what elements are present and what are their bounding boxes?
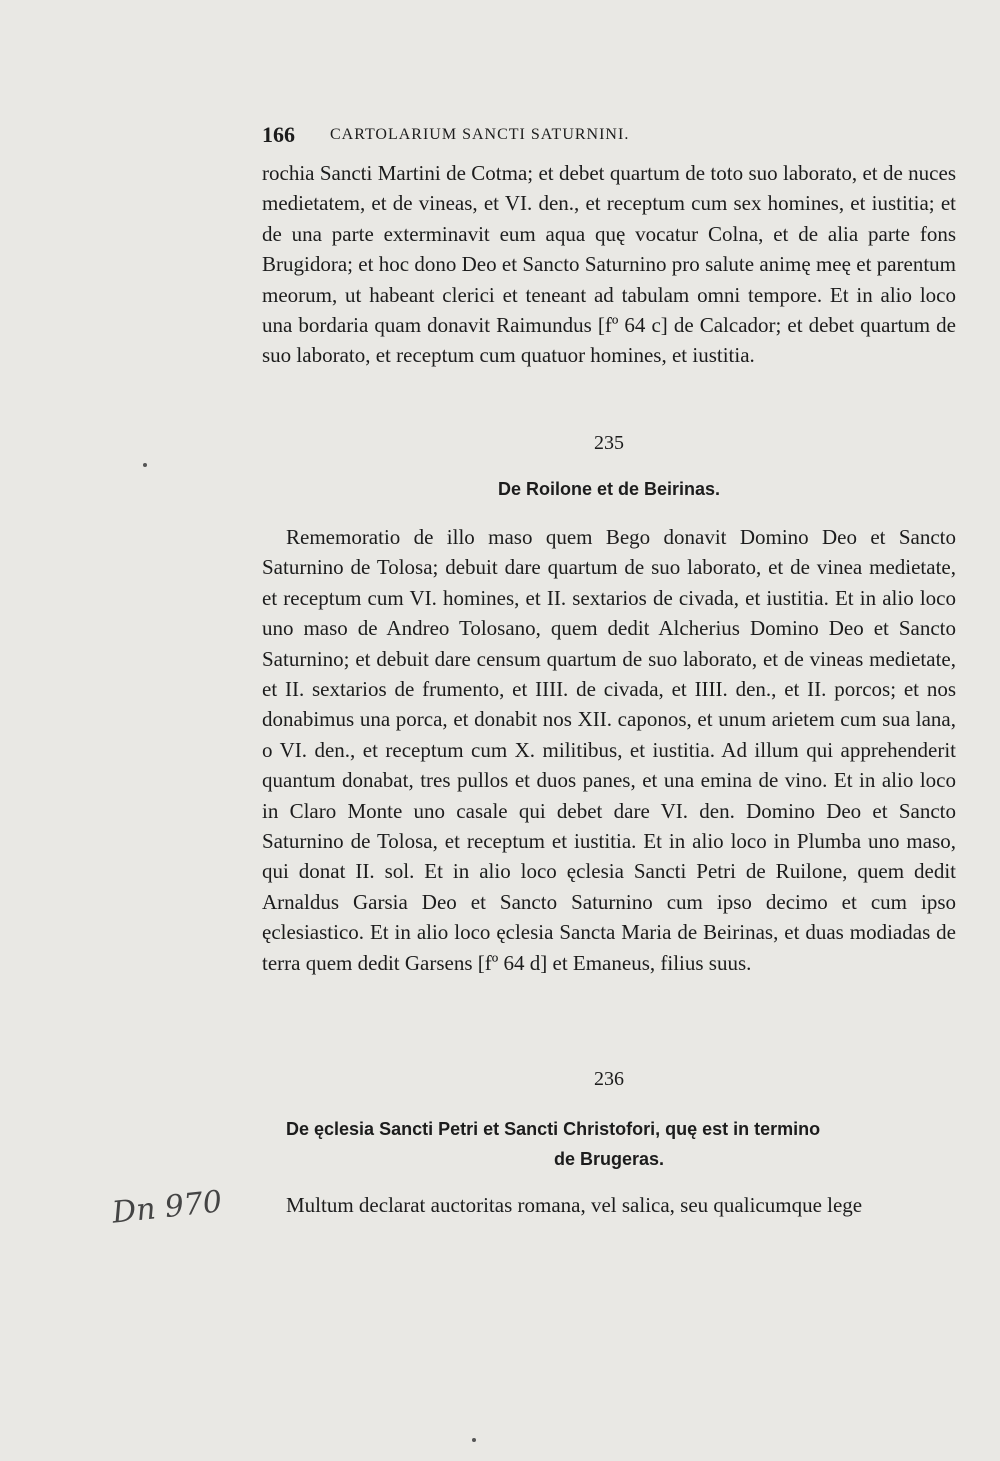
page-header <box>262 122 956 152</box>
section-236-paragraph: Multum declarat auctoritas romana, vel salica, seu qualicumque lege <box>286 1193 863 1217</box>
ink-speck <box>143 463 147 467</box>
section-title-236-line1: De ęclesia Sancti Petri et Sancti Christofori, quę est in termino <box>286 1119 821 1139</box>
section-235-paragraph: Rememoratio de illo maso quem Bego donavit Domino Deo et Sancto Saturnino de Tolosa; debuit dare quartum de suo laborato, et de vinea medietate, et receptum cum VI. homines, et II. sextarios de civada, et iustitia. Et in alio loco uno maso de Andreo Tolosano, quem dedit Alcherius Domino Deo et Sancto Saturnino; et debuit dare censum quartum de suo laborato, et de vineas medietate, et II. sextarios de frumento, et IIII. de civada, et IIII. den., et II. porcos; et nos donabimus una porca, et donabit nos XII. caponos, et unum arietem cum sua lana, o VI. den., et receptum cum X. militibus, et iustitia. Ad illum qui apprehenderit quantum donabat, tres pullos et duos panes, et una emina de vino. Et in alio loco in Claro Monte uno casale qui debet dare VI. den. Domino Deo et Sancto Saturnino de Tolosa, et receptum et iustitia. Et in alio loco in Plumba uno maso, qui donat II. sol. Et in alio loco ęclesia Sancti Petri de Ruilone, quem dedit Arnaldus Garsia Deo et Sancto Saturnino cum ipso decimo et cum ipso ęclesiastico. Et in alio loco ęclesia Sancta Maria de Beirinas, et duas modiadas de terra quem dedit Garsens [fº 64 d] et Emaneus, filius suus. <box>262 525 956 975</box>
section-number-236: 236 <box>594 1068 624 1090</box>
page-number: 166 <box>262 122 295 147</box>
section-title-236-line2: de Brugeras. <box>553 1149 665 1169</box>
section-title-236 <box>262 1114 956 1174</box>
handwritten-margin-note: Dn 970 <box>110 1184 224 1231</box>
ink-speck <box>472 1438 476 1442</box>
continuation-paragraph: rochia Sancti Martini de Cotma; et debet quartum de toto suo laborato, et de nuces medietatem, et de vineas, et VI. den., et receptum cum sex homines, et iustitia; et de una parte exterminavit eum aqua quę vocatur Colna, et de alia parte fons Brugidora; et hoc dono Deo et Sancto Saturnino pro salute animę meę et parentum meorum, ut habeant clerici et teneant ad tabulam omni tempore. Et in alio loco una bordaria quam donavit Raimundus [fº 64 c] de Calcador; et debet quartum de suo laborato, et receptum cum quatuor homines, et iustitia. <box>262 161 956 368</box>
running-title: CARTOLARIUM SANCTI SATURNINI. <box>330 126 630 143</box>
section-title-235: De Roilone et de Beirinas. <box>497 479 721 499</box>
section-number-235: 235 <box>594 432 624 454</box>
